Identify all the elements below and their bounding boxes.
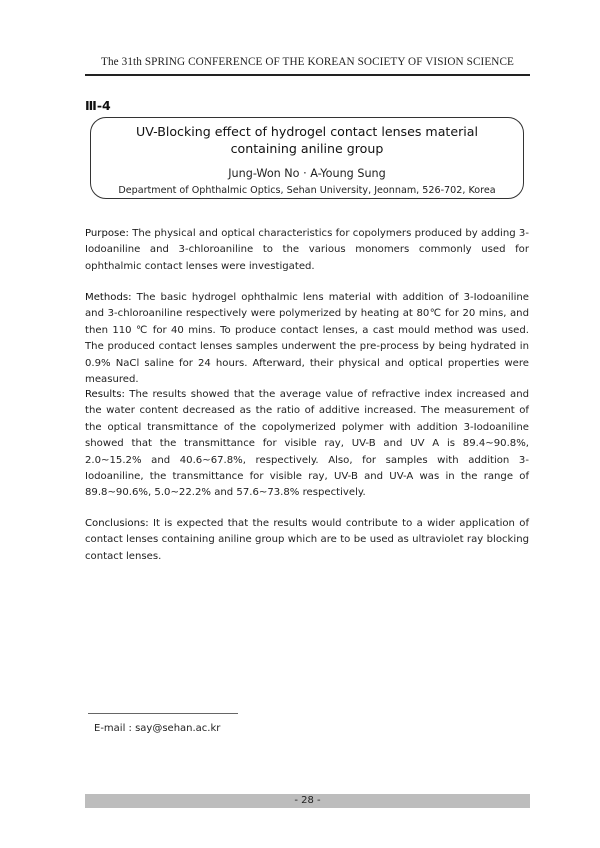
- purpose-text: The physical and optical characteristics for copolymers produced by adding 3-Iodoaniline and 3-chloroaniline to the various monomers commonly used for ophthalmic contact lenses were investigated.: [85, 228, 529, 272]
- results-text: The results showed that the average value of refractive index increased and the water content decreased as the ratio of additive increased. The measurement of the optical transmittance of the copolymerized polymer with addition 3-Iodoaniline showed that the transmittance for visible ray, UV-B and UV A is 89.4~90.8%, 2.0~15.2% and 40.6~67.8%, respectively. Also, for samples with addition 3-Iodoaniline, the transmittance for visible ray, UV-B and UV-A was in the range of 89.8~90.6%, 5.0~22.2% and 57.6~73.8% respectively.: [85, 389, 529, 499]
- paper-affiliation: Department of Ophthalmic Optics, Sehan University, Jeonnam, 526-702, Korea: [118, 185, 496, 196]
- purpose-label: Purpose:: [85, 228, 129, 239]
- footnote-divider: [88, 713, 238, 714]
- methods-text: The basic hydrogel ophthalmic lens material with addition of 3-Iodoaniline and 3-chloroaniline respectively were polymerized by heating at 80℃ for 20 mins, and then 110 ℃ for 40 mins. To produce contact lenses, a cast mould method was used. The produced contact lenses samples underwent the pre-process by being hydrated in 0.9% NaCl saline for 24 hours. Afterward, their physical and optical properties were measured.: [85, 292, 529, 386]
- conclusions-paragraph: [85, 516, 529, 565]
- title-box: [90, 117, 524, 199]
- conclusions-label: Conclusions:: [85, 518, 149, 529]
- paper-title: UV-Blocking effect of hydrogel contact lenses material containing aniline group: [136, 124, 478, 156]
- footnote-email: E-mail : say@sehan.ac.kr: [94, 723, 221, 734]
- methods-paragraph: [85, 290, 529, 388]
- page-number: - 28 -: [294, 795, 321, 806]
- conference-header: The 31th SPRING CONFERENCE OF THE KOREAN SOCIETY OF VISION SCIENCE: [101, 56, 514, 68]
- header-divider: [85, 74, 530, 76]
- conclusions-text: It is expected that the results would contribute to a wider application of contact lenses containing aniline group which are to be used as ultraviolet ray blocking contact lenses.: [85, 518, 529, 562]
- results-label: Results:: [85, 389, 125, 400]
- purpose-paragraph: [85, 226, 529, 275]
- page-footer: [85, 794, 530, 808]
- results-paragraph: [85, 387, 529, 502]
- paper-authors: Jung-Won No · A-Young Sung: [228, 167, 386, 180]
- section-number: Ⅲ-4: [85, 98, 111, 113]
- methods-label: Methods:: [85, 292, 132, 303]
